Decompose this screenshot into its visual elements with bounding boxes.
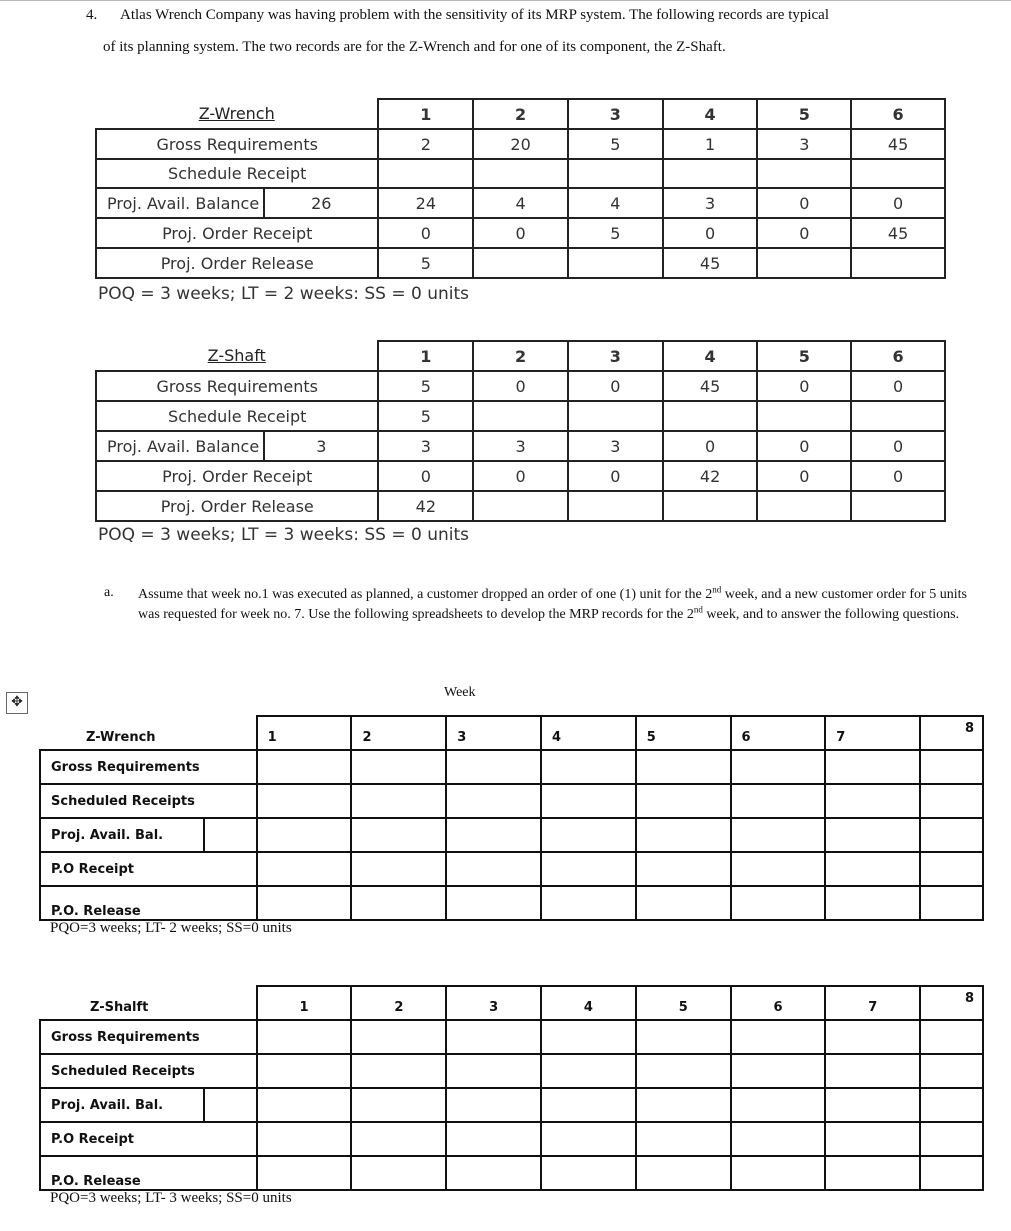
cell: 5 [568, 218, 663, 248]
question-number: 4. [86, 7, 98, 23]
z-shaft-params: POQ = 3 weeks; LT = 3 weeks: SS = 0 units [98, 525, 470, 545]
cell: 0 [378, 218, 473, 248]
input-cell[interactable] [731, 1088, 826, 1122]
cell [663, 401, 758, 431]
input-cell[interactable] [351, 852, 446, 886]
input-cell[interactable] [731, 852, 826, 886]
input-cell[interactable] [351, 784, 446, 818]
input-cell[interactable] [920, 1156, 983, 1190]
week-header: 1 [257, 986, 352, 1020]
input-cell[interactable] [446, 1088, 541, 1122]
blank-z-wrench-grid [39, 715, 984, 921]
input-cell[interactable] [920, 784, 983, 818]
cell: 0 [663, 218, 758, 248]
cell: 0 [851, 431, 945, 461]
cell: 5 [378, 248, 473, 278]
input-cell[interactable] [825, 852, 920, 886]
input-cell[interactable] [541, 1122, 636, 1156]
blank-wrench-title: Z-Wrench [86, 730, 156, 745]
cell [568, 401, 663, 431]
cell: 3 [757, 129, 851, 159]
cell: 20 [473, 129, 568, 159]
blank-shaft-title: Z-Shalft [90, 1000, 149, 1015]
question-text-line2: of its planning system. The two records are for the Z-Wrench and for one of its component, the Z-Shaft. [103, 39, 726, 55]
row-label-pab: Proj. Avail. Bal. [40, 818, 204, 852]
pab-initial-cell[interactable] [204, 1088, 257, 1122]
input-cell[interactable] [636, 1122, 731, 1156]
cell: 2 [378, 129, 473, 159]
input-cell[interactable] [541, 1088, 636, 1122]
input-cell[interactable] [351, 1020, 446, 1054]
input-cell[interactable] [351, 1054, 446, 1088]
cell: 3 [568, 431, 663, 461]
input-cell[interactable] [541, 1156, 636, 1190]
row-label-porel: P.O. Release [40, 886, 257, 920]
input-cell[interactable] [731, 1054, 826, 1088]
input-cell[interactable] [541, 784, 636, 818]
row-label-sched: Schedule Receipt [96, 159, 378, 188]
input-cell[interactable] [920, 1088, 983, 1122]
cell: 1 [663, 129, 758, 159]
cell: 0 [757, 431, 851, 461]
cell [663, 159, 758, 188]
input-cell[interactable] [257, 1020, 352, 1054]
cell [568, 159, 663, 188]
week-header: 4 [663, 99, 758, 129]
week-header: 6 [851, 341, 945, 371]
cell [473, 491, 568, 521]
input-cell[interactable] [351, 1088, 446, 1122]
input-cell[interactable] [920, 852, 983, 886]
input-cell[interactable] [825, 1054, 920, 1088]
week-header: 3 [446, 986, 541, 1020]
z-shaft-table [95, 340, 946, 522]
input-cell[interactable] [825, 818, 920, 852]
move-handle-icon[interactable]: ✥ [6, 692, 28, 714]
part-a-label: a. [104, 585, 114, 600]
cell [851, 401, 945, 431]
input-cell[interactable] [731, 1122, 826, 1156]
input-cell[interactable] [541, 1054, 636, 1088]
input-cell[interactable] [920, 750, 983, 784]
cell: 0 [473, 218, 568, 248]
input-cell[interactable] [541, 886, 636, 920]
input-cell[interactable] [825, 784, 920, 818]
cell [473, 159, 568, 188]
input-cell[interactable] [825, 1156, 920, 1190]
input-cell[interactable] [541, 852, 636, 886]
cell [568, 248, 663, 278]
cell [378, 159, 473, 188]
week-header: 1 [378, 341, 473, 371]
week-header: 3 [568, 99, 663, 129]
input-cell[interactable] [731, 784, 826, 818]
pab-label: Proj. Avail. Balance [97, 189, 265, 217]
input-cell[interactable] [920, 818, 983, 852]
input-cell[interactable] [825, 886, 920, 920]
cell: 3 [378, 431, 473, 461]
pab-initial-cell[interactable] [204, 818, 257, 852]
week-header: 8 [920, 986, 983, 1020]
input-cell[interactable] [636, 1088, 731, 1122]
week-header: 2 [473, 99, 568, 129]
input-cell[interactable] [257, 886, 352, 920]
cell: 45 [851, 218, 945, 248]
input-cell[interactable] [636, 1054, 731, 1088]
row-label-gross: Gross Requirements [40, 750, 257, 784]
z-wrench-table [95, 98, 946, 279]
cell [663, 491, 758, 521]
cell: 4 [568, 188, 663, 218]
z-wrench-title: Z-Wrench [198, 104, 275, 123]
week-header: 2 [351, 716, 446, 750]
input-cell[interactable] [257, 1156, 352, 1190]
row-label-por: P.O Receipt [40, 852, 257, 886]
pab-initial: 26 [311, 193, 332, 213]
cell [757, 401, 851, 431]
week-header: 5 [636, 986, 731, 1020]
input-cell[interactable] [920, 1020, 983, 1054]
input-cell[interactable] [446, 852, 541, 886]
z-wrench-params: POQ = 3 weeks; LT = 2 weeks: SS = 0 units [98, 284, 470, 304]
blank-z-shaft-grid [39, 985, 984, 1191]
input-cell[interactable] [636, 852, 731, 886]
input-cell[interactable] [636, 886, 731, 920]
input-cell[interactable] [351, 818, 446, 852]
input-cell[interactable] [257, 784, 352, 818]
input-cell[interactable] [825, 1122, 920, 1156]
cell [757, 248, 851, 278]
row-label-por: P.O Receipt [40, 1122, 257, 1156]
cell: 3 [663, 188, 758, 218]
week-header: 5 [636, 716, 731, 750]
row-label-por: Proj. Order Receipt [96, 461, 378, 491]
input-cell[interactable] [731, 750, 826, 784]
input-cell[interactable] [636, 750, 731, 784]
row-label-gross: Gross Requirements [96, 129, 378, 159]
cell: 0 [757, 371, 851, 401]
row-label-pab [96, 188, 378, 218]
input-cell[interactable] [351, 886, 446, 920]
input-cell[interactable] [636, 784, 731, 818]
input-cell[interactable] [446, 784, 541, 818]
cell [757, 491, 851, 521]
cell: 0 [757, 188, 851, 218]
week-header: 1 [257, 716, 352, 750]
cell: 5 [568, 129, 663, 159]
week-label: Week [444, 685, 476, 700]
input-cell[interactable] [446, 1020, 541, 1054]
input-cell[interactable] [636, 1156, 731, 1190]
input-cell[interactable] [446, 1054, 541, 1088]
row-label-porel: Proj. Order Release [96, 248, 378, 278]
row-label-porel: P.O. Release [40, 1156, 257, 1190]
row-label-gross: Gross Requirements [40, 1020, 257, 1054]
week-header: 6 [731, 716, 826, 750]
cell: 0 [851, 461, 945, 491]
top-rule [0, 0, 1011, 4]
cell: 0 [473, 461, 568, 491]
input-cell[interactable] [257, 818, 352, 852]
week-header: 5 [757, 99, 851, 129]
cell: 42 [663, 461, 758, 491]
cell [568, 491, 663, 521]
row-label-sched: Schedule Receipt [96, 401, 378, 431]
week-header: 8 [920, 716, 983, 750]
input-cell[interactable] [731, 1020, 826, 1054]
input-cell[interactable] [446, 1156, 541, 1190]
week-header: 2 [473, 341, 568, 371]
week-header: 5 [757, 341, 851, 371]
input-cell[interactable] [257, 1122, 352, 1156]
week-header: 4 [541, 986, 636, 1020]
week-header: 4 [663, 341, 758, 371]
row-label-sched: Scheduled Receipts [40, 1054, 257, 1088]
week-header: 6 [731, 986, 826, 1020]
row-label-por: Proj. Order Receipt [96, 218, 378, 248]
input-cell[interactable] [446, 886, 541, 920]
cell: 42 [378, 491, 473, 521]
input-cell[interactable] [825, 750, 920, 784]
input-cell[interactable] [257, 852, 352, 886]
cell: 0 [568, 461, 663, 491]
input-cell[interactable] [257, 750, 352, 784]
week-header: 4 [541, 716, 636, 750]
cell: 4 [473, 188, 568, 218]
input-cell[interactable] [446, 1122, 541, 1156]
cell: 0 [663, 431, 758, 461]
week-header: 7 [825, 716, 920, 750]
input-cell[interactable] [731, 886, 826, 920]
input-cell[interactable] [636, 1020, 731, 1054]
row-label-sched: Scheduled Receipts [40, 784, 257, 818]
input-cell[interactable] [825, 1020, 920, 1054]
cell [851, 248, 945, 278]
z-shaft-title: Z-Shaft [207, 346, 266, 365]
input-cell[interactable] [446, 818, 541, 852]
cell: 0 [568, 371, 663, 401]
pab-initial: 3 [316, 436, 327, 456]
week-header: 3 [568, 341, 663, 371]
cell: 45 [663, 248, 758, 278]
question-text-line1: Atlas Wrench Company was having problem with the sensitivity of its MRP system. The following records are typical [120, 7, 830, 23]
row-label-porel: Proj. Order Release [96, 491, 378, 521]
cell: 5 [378, 371, 473, 401]
input-cell[interactable] [351, 1156, 446, 1190]
cell: 24 [378, 188, 473, 218]
cell: 5 [378, 401, 473, 431]
input-cell[interactable] [257, 1088, 352, 1122]
row-label-pab: Proj. Avail. Bal. [40, 1088, 204, 1122]
cell [851, 491, 945, 521]
week-header: 6 [851, 99, 945, 129]
cell: 0 [757, 218, 851, 248]
cell [473, 401, 568, 431]
cell: 0 [757, 461, 851, 491]
cell: 45 [663, 371, 758, 401]
week-header: 1 [378, 99, 473, 129]
cell: 0 [378, 461, 473, 491]
input-cell[interactable] [446, 750, 541, 784]
cell: 0 [473, 371, 568, 401]
cell [757, 159, 851, 188]
cell: 3 [473, 431, 568, 461]
row-label-gross: Gross Requirements [96, 371, 378, 401]
blank-wrench-note: PQO=3 weeks; LT- 2 weeks; SS=0 units [50, 920, 292, 936]
input-cell[interactable] [920, 886, 983, 920]
input-cell[interactable] [351, 1122, 446, 1156]
input-cell[interactable] [257, 1054, 352, 1088]
pab-label: Proj. Avail. Balance [97, 432, 265, 460]
blank-shaft-note: PQO=3 weeks; LT- 3 weeks; SS=0 units [50, 1190, 292, 1206]
input-cell[interactable] [541, 750, 636, 784]
week-header: 7 [825, 986, 920, 1020]
week-header: 3 [446, 716, 541, 750]
input-cell[interactable] [920, 1054, 983, 1088]
input-cell[interactable] [920, 1122, 983, 1156]
cell: 45 [851, 129, 945, 159]
cell [473, 248, 568, 278]
cell: 0 [851, 188, 945, 218]
cell [851, 159, 945, 188]
input-cell[interactable] [731, 1156, 826, 1190]
input-cell[interactable] [541, 1020, 636, 1054]
input-cell[interactable] [731, 818, 826, 852]
part-a-text: Assume that week no.1 was executed as planned, a customer dropped an order of one (1) unit for the 2nd week, and a new customer order for 5 units was requested for week no. 7. Use the following spreadsheets to develop the MRP records for the 2nd week, and to answer the following questions. [138, 584, 967, 622]
row-label-pab [96, 431, 378, 461]
input-cell[interactable] [825, 1088, 920, 1122]
input-cell[interactable] [541, 818, 636, 852]
cell: 0 [851, 371, 945, 401]
input-cell[interactable] [351, 750, 446, 784]
input-cell[interactable] [636, 818, 731, 852]
week-header: 2 [351, 986, 446, 1020]
